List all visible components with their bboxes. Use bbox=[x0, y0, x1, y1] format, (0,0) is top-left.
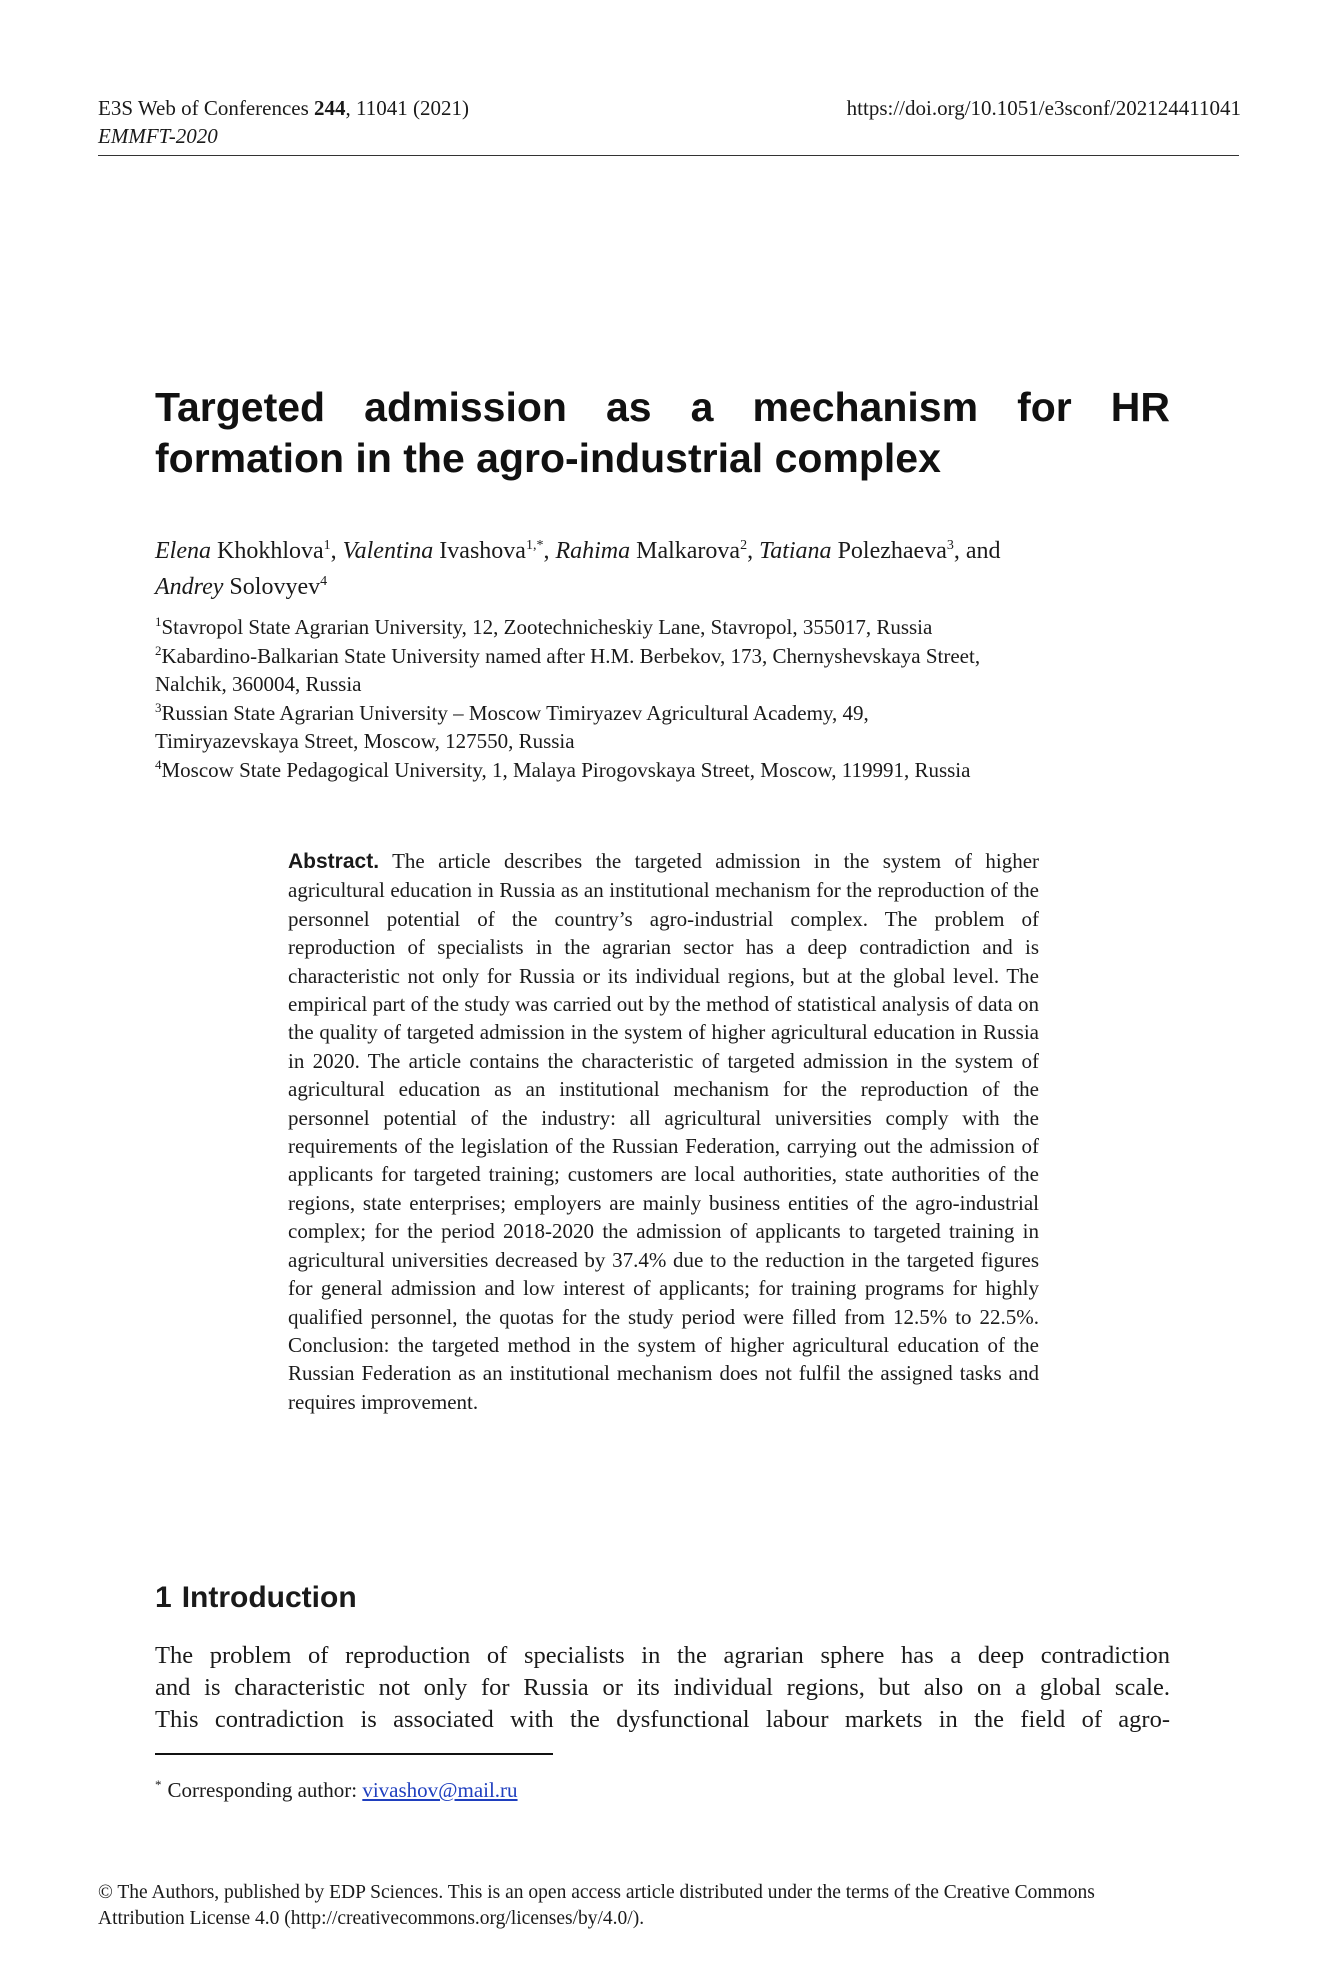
section-title: Introduction bbox=[181, 1581, 357, 1614]
paper-title: Targeted admission as a mechanism for HR formation in the agro-industrial complex bbox=[155, 384, 1170, 481]
abstract bbox=[288, 847, 1039, 1416]
section-heading bbox=[155, 1580, 357, 1616]
running-header-left bbox=[98, 94, 469, 150]
text-line: and is characteristic not only for Russia or its individual regions, but also on a global scale. bbox=[155, 1674, 1170, 1701]
affiliation-item: $^2$Kabardino-Balkarian State University named after H.M. Berbekov, 173, Chernyshevskaya Street, Nalchik, 360004, Russia bbox=[155, 642, 981, 696]
author-given-name: Valentina bbox=[342, 538, 434, 564]
author-family-name: Malkarova bbox=[636, 538, 741, 564]
conference-name: EMMFT-2020 bbox=[98, 124, 218, 148]
affiliation-item: $^1$Stavropol State Agrarian University, 12, Zootechnicheskiy Lane, Stavropol, 355017, Russia bbox=[155, 614, 933, 639]
abstract-text: The article describes the targeted admission in the system of higher agricultural education in Russia as an institutional mechanism for the reproduction of the personnel potential of the country’s agro-industrial complex. The problem of reproduction of specialists in the agrarian sector has a deep contradiction and is characteristic not only for Russia or its individual regions, but at the global level. The empirical part of the study was carried out by the method of statistical analysis of data on the quality of targeted admission in the system of higher agricultural education in Russia in 2020. The article contains the characteristic of targeted admission in the system of agricultural education as an institutional mechanism for the reproduction of the personnel potential of the industry: all agricultural universities comply with the requirements of the legislation of the Russian Federation, carrying out the admission of applicants for targeted training; customers are local authorities, state authorities of the regions, state enterprises; employers are mainly business entities of the agro-industrial complex; for the period 2018-2020 the admission of applicants to targeted training in agricultural universities decreased by 37.4% due to the reduction in the targeted figures for general admission and low interest of applicants; for training programs for highly qualified personnel, the quotas for the study period were filled from 12.5% to 22.5%. Conclusion: the targeted method in the system of higher agricultural education of the Russian Federation as an institutional mechanism does not fulfil the assigned tasks and requires improvement. bbox=[288, 849, 1040, 1414]
text-line: The problem of reproduction of specialists in the agrarian sphere has a deep contradiction bbox=[155, 1642, 1170, 1669]
section-number: 1 bbox=[155, 1581, 172, 1614]
doi-link[interactable]: https://doi.org/10.1051/e3sconf/202124411041 bbox=[846, 96, 1241, 120]
license-notice: © The Authors, published by EDP Sciences. This is an open access article distributed under the terms of the Creative Commons Attribution License 4.0 (http://creativecommons.org/licenses/by/4.0/). bbox=[98, 1882, 1095, 1929]
author-given-name: Elena bbox=[155, 538, 211, 564]
journal-citation: E3S Web of Conferences 244, 11041 (2021) bbox=[98, 96, 469, 120]
abstract-label: Abstract. bbox=[288, 850, 380, 873]
affiliation-item: $^3$Russian State Agrarian University – Moscow Timiryazev Agricultural Academy, 49, Timiryazevskaya Street, Moscow, 127550, Russia bbox=[155, 699, 869, 753]
author-email-link[interactable]: vivashov@mail.ru bbox=[362, 1778, 518, 1802]
author-family-name: Solovyev bbox=[229, 574, 321, 600]
text-line: This contradiction is associated with the dysfunctional labour markets in the field of agro- bbox=[155, 1706, 1170, 1733]
author-list: Elena Khokhlova$^1$, Valentina Ivashova$^{1,*}$, Rahima Malkarova$^2$, Tatiana Polezhaeva$^3$, and Andrey Solovyev$^4$ bbox=[155, 538, 1001, 600]
footnote-divider bbox=[155, 1753, 553, 1755]
intro-paragraph bbox=[155, 1640, 1170, 1736]
header-divider bbox=[98, 155, 1239, 156]
author-given-name: Andrey bbox=[155, 574, 224, 600]
author-family-name: Khokhlova bbox=[216, 538, 324, 564]
author-family-name: Polezhaeva bbox=[837, 538, 947, 564]
author-given-name: Rahima bbox=[555, 538, 631, 564]
author-family-name: Ivashova bbox=[439, 538, 526, 564]
affiliation-item: $^4$Moscow State Pedagogical University, 1, Malaya Pirogovskaya Street, Moscow, 119991, Russia bbox=[155, 756, 971, 782]
affiliation-list bbox=[155, 613, 1170, 784]
corresponding-author-footnote: * Corresponding author: vivashov@mail.ru bbox=[155, 1777, 518, 1802]
author-given-name: Tatiana bbox=[759, 538, 832, 564]
